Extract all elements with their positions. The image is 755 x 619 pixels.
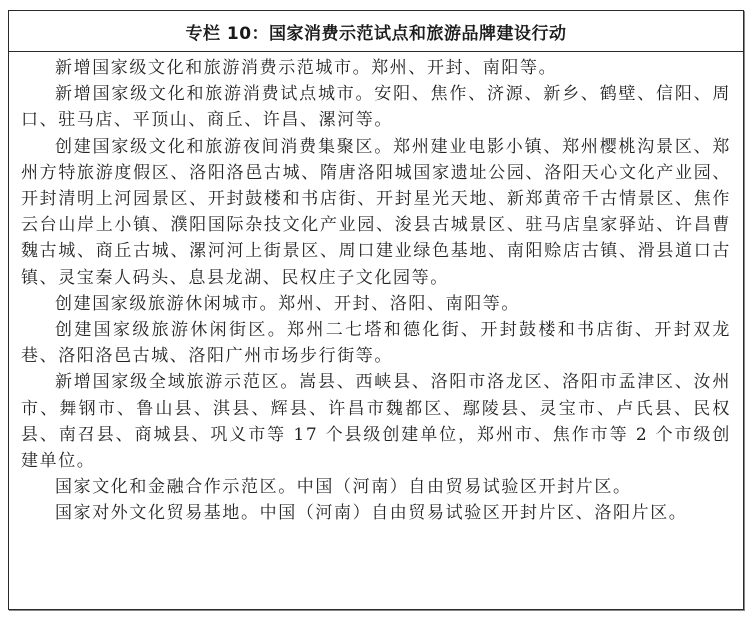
paragraph-night-consumption-zones: 创建国家级文化和旅游夜间消费集聚区。郑州建业电影小镇、郑州樱桃沟景区、郑州方特旅游度假区、洛阳洛邑古城、隋唐洛阳城国家遗址公园、洛阳天心文化产业园、开封清明上河园景区、开封鼓楼和书店街、开封星光天地、新郑黄帝千古情景区、焦作云台山岸上小镇、濮阳国际杂技文化产业园、浚县古城景区、驻马店皇家驿站、许昌曹魏古城、商丘古城、漯河河上街景区、周口建业绿色基地、南阳赊店古镇、滑县道口古镇、灵宝秦人码头、息县龙湖、民权庄子文化园等。 <box>21 136 731 288</box>
paragraph-leisure-streets: 创建国家级旅游休闲街区。郑州二七塔和德化街、开封鼓楼和书店街、开封双龙巷、洛阳洛邑古城、洛阳广州市场步行街等。 <box>21 320 731 367</box>
paragraph-culture-finance-zone: 国家文化和金融合作示范区。中国（河南）自由贸易试验区开封片区。 <box>55 477 632 498</box>
box-title: 专栏 10：国家消费示范试点和旅游品牌建设行动 <box>9 11 743 52</box>
paragraph-all-region-tourism: 新增国家级全域旅游示范区。嵩县、西峡县、洛阳市洛龙区、洛阳市孟津区、汝州市、舞钢市、鲁山县、淇县、辉县、许昌市魏都区、鄢陵县、灵宝市、卢氏县、民权县、南召县、商城县、巩义市等 17 个县级创建单位，郑州市、焦作市等 2 个市级创建单位。 <box>21 372 731 472</box>
paragraph-consumption-demo-cities: 新增国家级文化和旅游消费示范城市。郑州、开封、南阳等。 <box>55 58 558 78</box>
paragraph-consumption-pilot-cities: 新增国家级文化和旅游消费试点城市。安阳、焦作、济源、新乡、鹤壁、信阳、周口、驻马店、平顶山、商丘、许昌、漯河等。 <box>21 84 731 131</box>
box-body <box>9 52 743 527</box>
feature-box <box>8 10 744 610</box>
paragraph-foreign-trade-base: 国家对外文化贸易基地。中国（河南）自由贸易试验区开封片区、洛阳片区。 <box>55 503 688 524</box>
paragraph-leisure-cities: 创建国家级旅游休闲城市。郑州、开封、洛阳、南阳等。 <box>55 293 520 314</box>
